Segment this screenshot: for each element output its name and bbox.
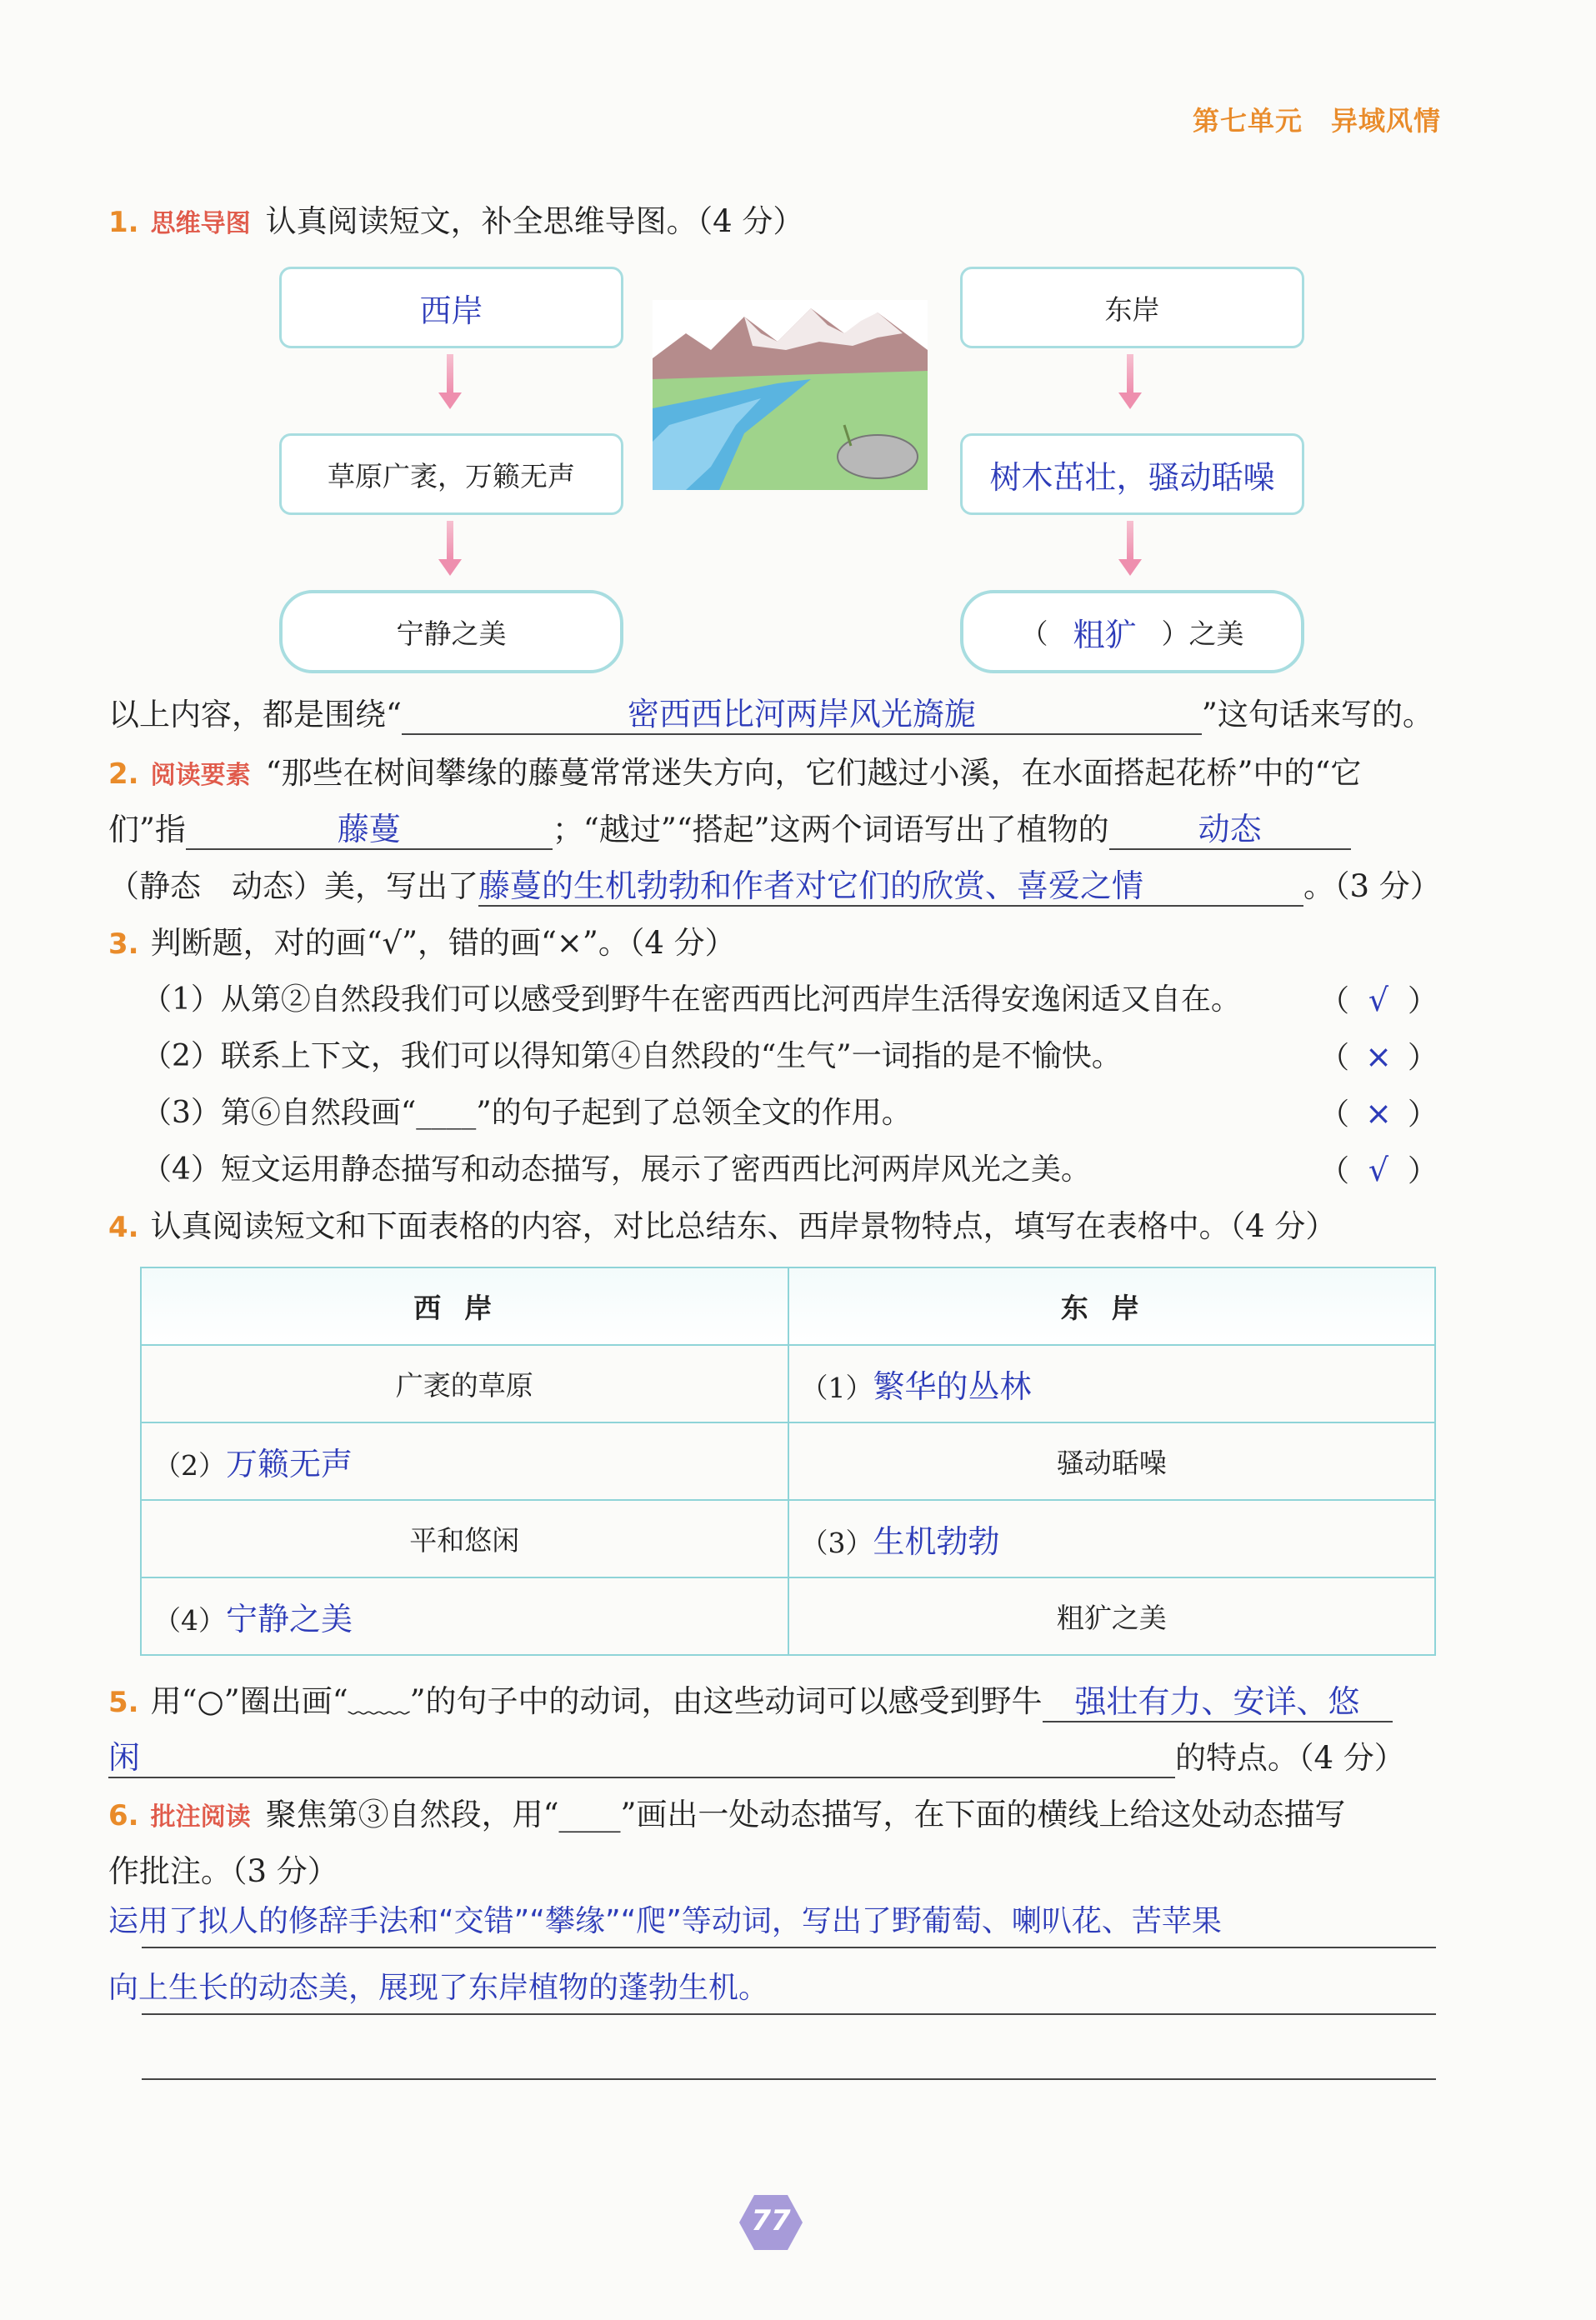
table-header-row (141, 1268, 1435, 1345)
table-row: （4）宁静之美 粗犷之美 (141, 1578, 1435, 1655)
q2-line2: 们”指 藤蔓 ；“越过”“搭起”这两个词语写出了植物的 动态 (108, 810, 1438, 850)
page-number: 77 (751, 2204, 791, 2238)
q1-summary-blank: 密西西比河两岸风光旖旎 (402, 696, 1202, 735)
q5-blank-a: 强壮有力、安详、悠 (1043, 1683, 1393, 1722)
q1-tag: 思维导图 (150, 209, 251, 238)
q5-blank-b: 闲 (108, 1739, 1175, 1778)
q3-item: （4）短文运用静态描写和动态描写，展示了密西西比河两岸风光之美。 （ √ ） (142, 1152, 1438, 1188)
q4-prompt-line: 4. 认真阅读短文和下面表格的内容，对比总结东、西岸景物特点，填写在表格中。（4 分） (108, 1208, 1337, 1244)
comparison-table (140, 1267, 1436, 1656)
q6-answer-line1: 运用了拟人的修辞手法和“交错”“攀缘”“爬”等动词，写出了野葡萄、喇叭花、苦苹果 (108, 1904, 1222, 1938)
q5-line2: 闲 的特点。（4 分） (108, 1738, 1438, 1778)
q2-blank3: 藤蔓的生机勃勃和作者对它们的欣赏、喜爱之情 (478, 868, 1303, 907)
q2-line3: （静态 动态）美，写出了藤蔓的生机勃勃和作者对它们的欣赏、喜爱之情 。（3 分） (108, 867, 1438, 907)
table-header-east: 东岸 (788, 1268, 1436, 1345)
table-row: （2）万籁无声 骚动聒噪 (141, 1422, 1435, 1500)
q4-number: 4. (108, 1211, 139, 1244)
mindmap-west-title: 西岸 (279, 267, 623, 348)
mindmap-east-bottom: （ 粗犷 ）之美 (960, 590, 1304, 673)
table-row: 平和悠闲 （3）生机勃勃 (141, 1500, 1435, 1578)
river-landscape-illustration (653, 300, 928, 490)
q5-number: 5. (108, 1686, 139, 1719)
table-row: 广袤的草原 （1）繁华的丛林 (141, 1345, 1435, 1422)
arrow-down-icon (442, 521, 458, 576)
mindmap-west-bottom: 宁静之美 (279, 590, 623, 673)
q2-line1: 2. 阅读要素 “那些在树间攀缘的藤蔓常常迷失方向，它们越过小溪，在水面搭起花桥”中的“它 (108, 755, 1362, 791)
arrow-down-icon (1122, 354, 1138, 409)
q5-line1: 5. 用“○”圈出画“﹏﹏”的句子中的动词，由这些动词可以感受到野牛 强壮有力、安详、悠 (108, 1682, 1438, 1722)
q6-answer-line2: 向上生长的动态美，展现了东岸植物的蓬勃生机。 (108, 1971, 769, 2005)
q6-tag: 批注阅读 (150, 1802, 251, 1832)
q1-prompt-line (108, 202, 1438, 244)
q6-line2: 作批注。（3 分） (108, 1853, 338, 1889)
mindmap-west-mid: 草原广袤，万籁无声 (279, 433, 623, 515)
q6-line1: 6. 批注阅读 聚焦第③自然段，用“____”画出一处动态描写，在下面的横线上给这处动态描写 (108, 1797, 1346, 1832)
unit-header (1193, 100, 1441, 138)
q3-number: 3. (108, 928, 139, 961)
answer-rule (142, 2013, 1436, 2015)
answer-rule (142, 1947, 1436, 1948)
q3-item: （1）从第②自然段我们可以感受到野牛在密西西比河西岸生活得安逸闲适又自在。 （ √ ） (142, 982, 1438, 1018)
q6-number: 6. (108, 1799, 139, 1832)
q2-number: 2. (108, 758, 139, 791)
q1-prompt: 认真阅读短文，补全思维导图。（4 分） (265, 203, 804, 239)
table-header-west: 西岸 (141, 1268, 788, 1345)
unit-title: 异域风情 (1330, 105, 1441, 137)
mindmap-east-mid: 树木茁壮，骚动聒噪 (960, 433, 1304, 515)
mindmap-east-title: 东岸 (960, 267, 1304, 348)
q3-item: （2）联系上下文，我们可以得知第④自然段的“生气”一词指的是不愉快。 （ × ） (142, 1038, 1438, 1075)
q1-summary-line: 以上内容，都是围绕“ 密西西比河两岸风光旖旎 ”这句话来写的。 (108, 695, 1438, 735)
q3-prompt-line: 3. 判断题，对的画“√”，错的画“×”。（4 分） (108, 925, 736, 961)
q2-blank2: 动态 (1109, 811, 1351, 850)
q2-tag: 阅读要素 (150, 761, 251, 790)
arrow-down-icon (442, 354, 458, 409)
q2-blank1: 藤蔓 (186, 811, 553, 850)
q1-number: 1. (108, 206, 139, 239)
arrow-down-icon (1122, 521, 1138, 576)
q3-item: （3）第⑥自然段画“____”的句子起到了总领全文的作用。 （ × ） (142, 1095, 1438, 1132)
answer-rule (142, 2078, 1436, 2080)
unit-number: 第七单元 (1192, 105, 1303, 137)
